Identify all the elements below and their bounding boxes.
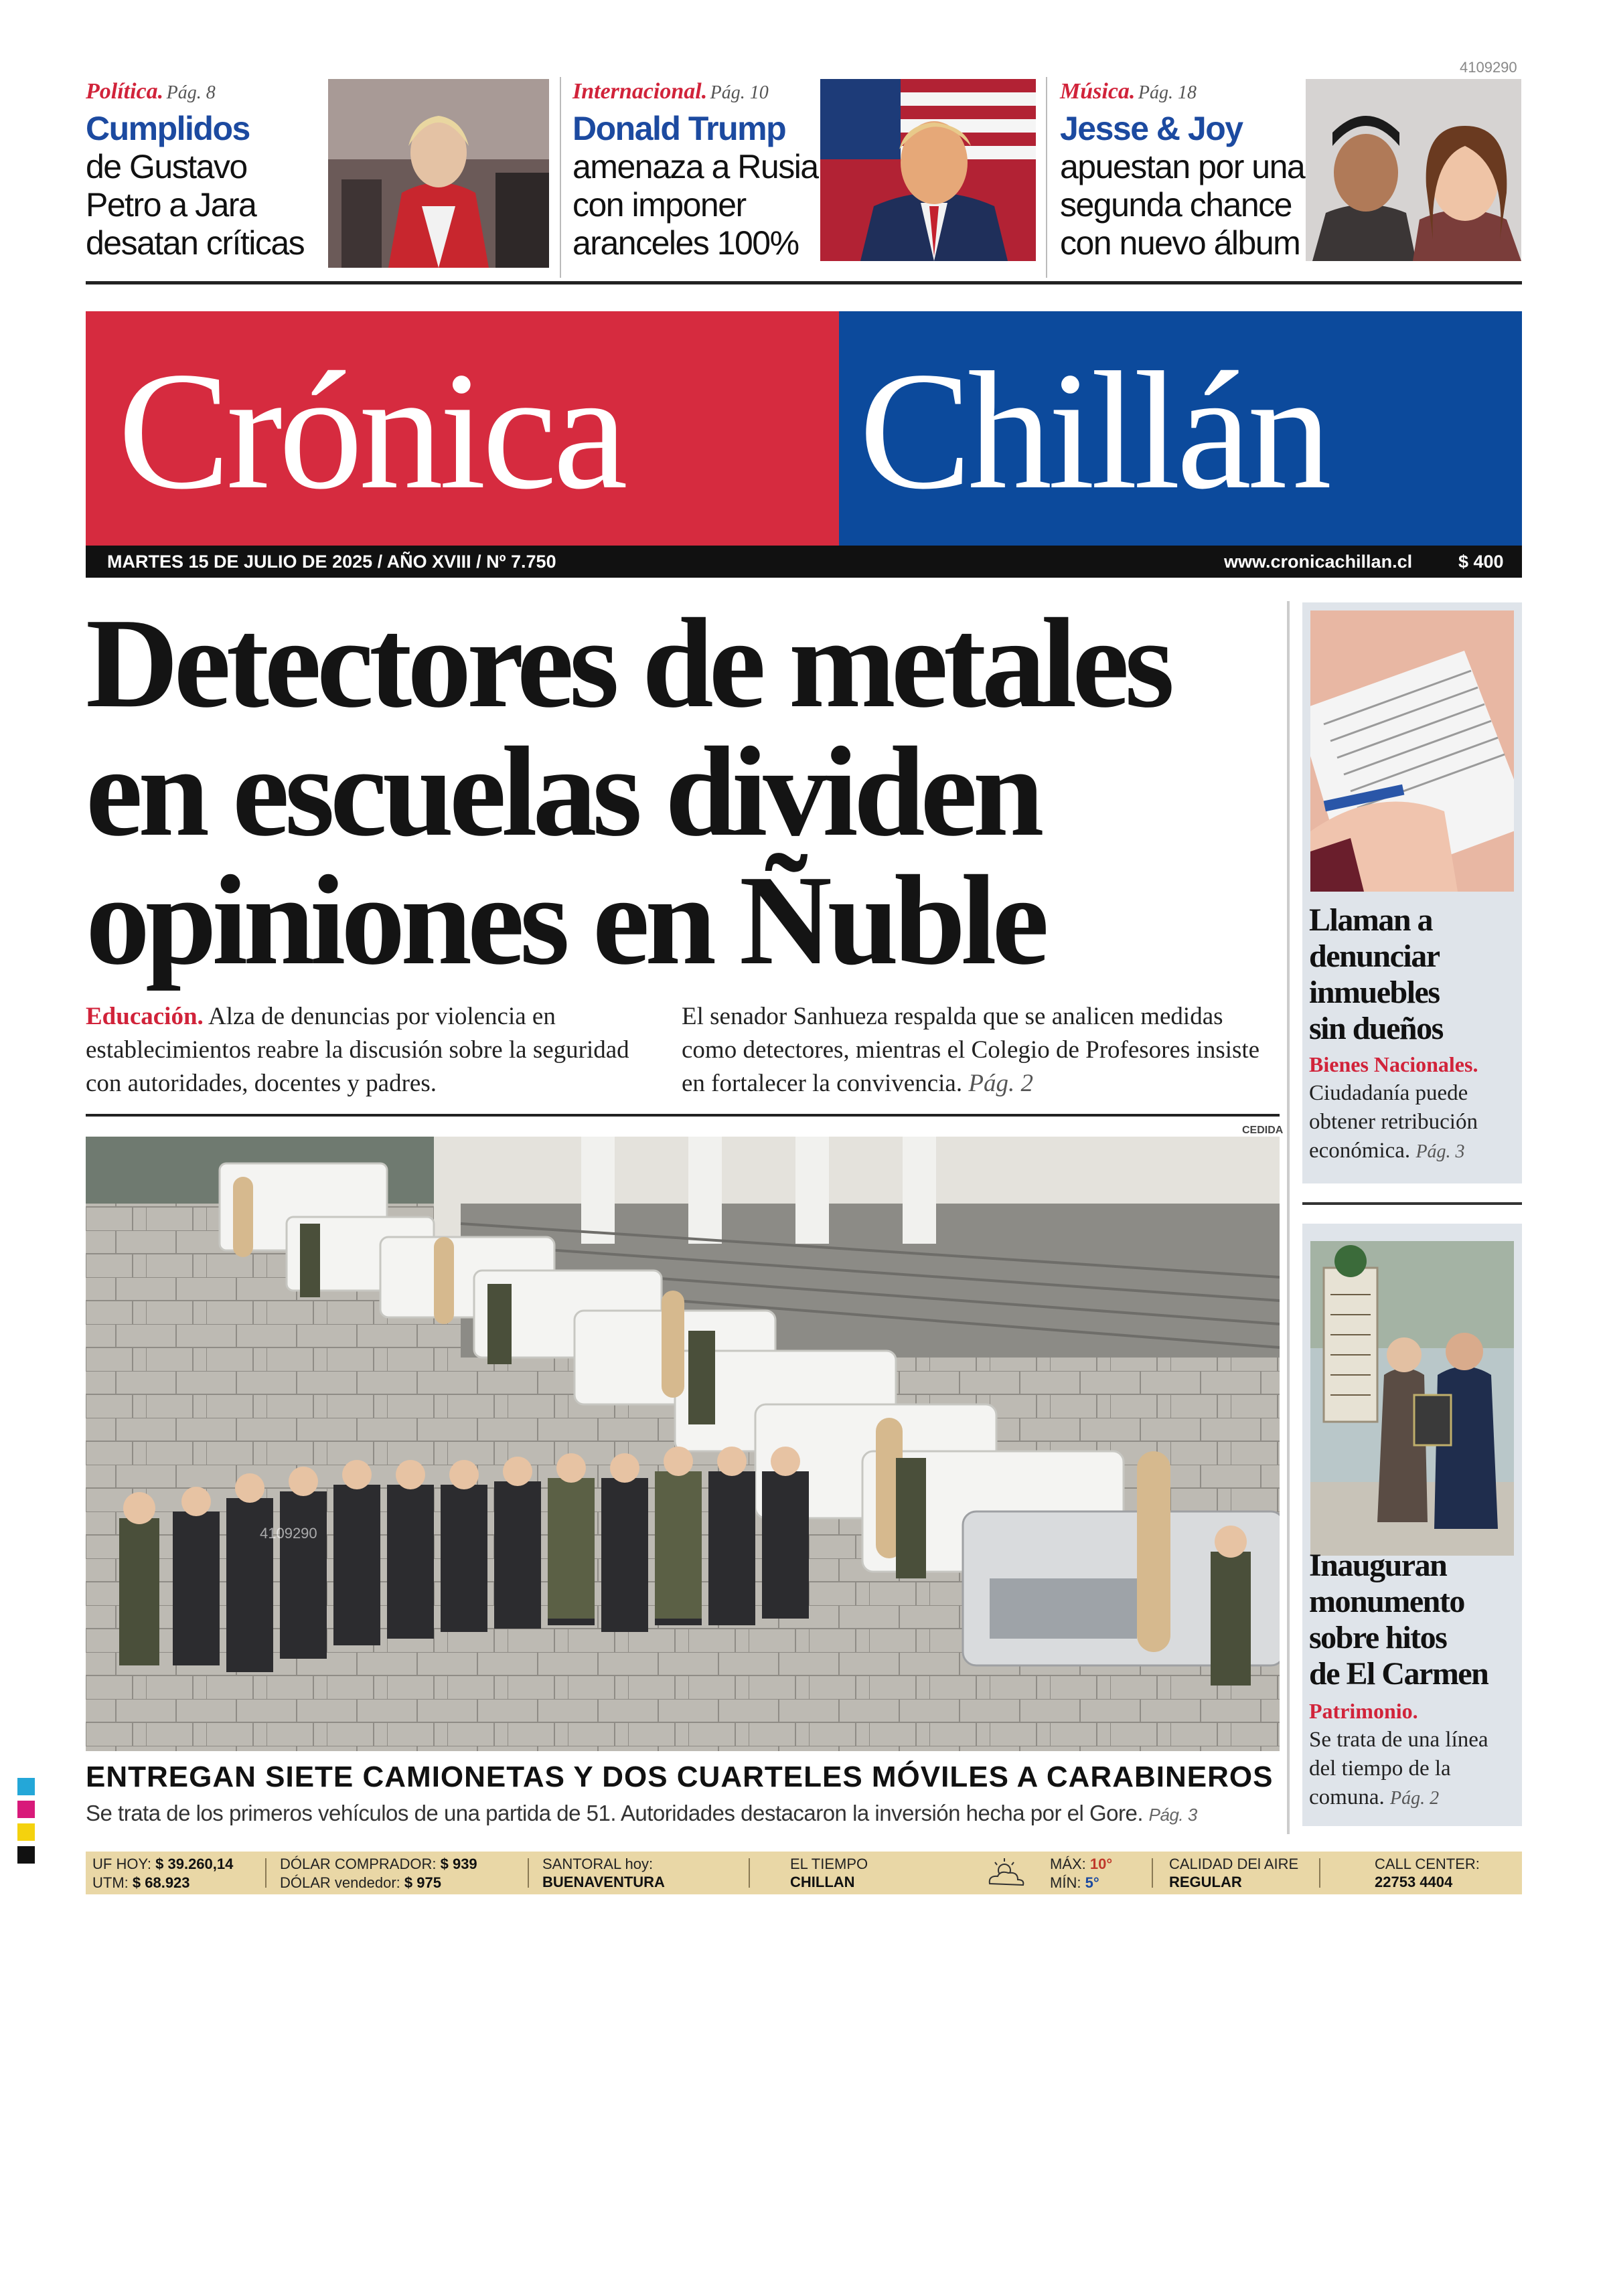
teaser-headline-lead: Cumplidos bbox=[86, 110, 250, 147]
photo-caption-text: Se trata de los primeros vehículos de una partida de 51. Autoridades destacaron la inversión hecha por el Gore. bbox=[86, 1801, 1143, 1825]
website-link[interactable]: www.cronicachillan.cl bbox=[1224, 552, 1413, 572]
sidebar-headline-line: monumento bbox=[1309, 1584, 1464, 1619]
teaser-headline-lead: Donald Trump bbox=[572, 110, 786, 147]
sidebar-page: Pág. 2 bbox=[1389, 1788, 1440, 1809]
dateline-bar bbox=[86, 546, 1522, 578]
info-label: SANTORAL hoy: bbox=[542, 1856, 654, 1872]
main-headline-line: opiniones en Ñuble bbox=[86, 849, 1045, 991]
teaser-page: Pág. 10 bbox=[710, 82, 769, 103]
info-bar bbox=[86, 1852, 1522, 1894]
sidebar-rule bbox=[1302, 1202, 1522, 1205]
sidebar-page: Pág. 3 bbox=[1415, 1141, 1465, 1162]
sidebar-text bbox=[1309, 1726, 1520, 1813]
teaser-musica[interactable] bbox=[1060, 79, 1314, 262]
main-headline-line: Detectores de metales bbox=[86, 592, 1170, 734]
teaser-section: Música. bbox=[1060, 79, 1136, 104]
sidebar-story-bienes[interactable] bbox=[1302, 602, 1522, 1183]
photo-caption-page: Pág. 3 bbox=[1148, 1805, 1197, 1825]
document-signing-photo bbox=[1310, 610, 1514, 892]
info-label: EL TIEMPO bbox=[790, 1856, 868, 1872]
sidebar-headline-line: de El Carmen bbox=[1309, 1656, 1488, 1692]
teaser-headline-line: con imponer bbox=[572, 186, 746, 224]
teaser-headline-line: de Gustavo bbox=[86, 148, 247, 185]
sidebar-text-line: comuna. bbox=[1309, 1785, 1385, 1809]
info-label: CALL CENTER: bbox=[1375, 1856, 1480, 1872]
info-santoral bbox=[542, 1855, 665, 1891]
top-rule bbox=[86, 281, 1522, 284]
teaser-internacional[interactable] bbox=[572, 79, 827, 262]
info-label: DÓLAR COMPRADOR: bbox=[280, 1856, 437, 1872]
info-separator bbox=[1152, 1858, 1153, 1888]
sidebar-text-line: económica. bbox=[1309, 1139, 1411, 1163]
info-aire bbox=[1169, 1855, 1298, 1891]
info-label: MÁX: bbox=[1050, 1856, 1086, 1872]
teaser-photo-politica[interactable] bbox=[328, 79, 549, 268]
registration-mark-black bbox=[17, 1846, 35, 1864]
sidebar-headline bbox=[1309, 902, 1443, 1047]
teaser-headline-line: apuestan por una bbox=[1060, 148, 1305, 185]
info-label: MÍN: bbox=[1050, 1874, 1081, 1891]
deck-left bbox=[86, 1000, 648, 1100]
photo-credit: CEDIDA bbox=[1242, 1125, 1284, 1136]
info-temperature bbox=[1050, 1855, 1112, 1892]
info-value: $ 68.923 bbox=[132, 1874, 190, 1891]
cloudy-sun-icon bbox=[983, 1856, 1030, 1892]
registration-mark-cyan bbox=[17, 1778, 35, 1795]
duo-portrait-photo bbox=[1306, 79, 1521, 261]
price-label: $ 400 bbox=[1458, 552, 1504, 572]
info-label: CALIDAD DEl AIRE bbox=[1169, 1856, 1299, 1872]
info-value: 10° bbox=[1089, 1856, 1113, 1872]
main-headline[interactable] bbox=[86, 592, 1291, 991]
sidebar-text-line: del tiempo de la bbox=[1309, 1756, 1451, 1781]
info-value: $ 39.260,14 bbox=[155, 1856, 234, 1872]
sidebar-headline-line: inmuebles bbox=[1309, 975, 1440, 1010]
info-tiempo bbox=[790, 1855, 868, 1891]
sidebar-headline bbox=[1309, 1548, 1488, 1692]
vehicles-delivery-photo bbox=[86, 1137, 1280, 1751]
sidebar-section: Bienes Nacionales. bbox=[1309, 1052, 1478, 1076]
sidebar-headline-line: sobre hitos bbox=[1309, 1620, 1447, 1655]
sidebar-photo-monument bbox=[1310, 1241, 1514, 1556]
info-value: CHILLAN bbox=[790, 1874, 855, 1890]
info-call-center bbox=[1375, 1855, 1480, 1891]
masthead-word-chillan: Chillán bbox=[859, 337, 1328, 524]
teaser-headline-line: Petro a Jara bbox=[86, 186, 256, 224]
photo-top-rule bbox=[86, 1114, 1280, 1117]
teaser-photo-internacional[interactable] bbox=[820, 79, 1036, 261]
teaser-photo-musica[interactable] bbox=[1306, 79, 1521, 261]
info-value: BUENAVENTURA bbox=[542, 1874, 665, 1890]
sidebar-text-line: Ciudadanía puede bbox=[1309, 1081, 1468, 1105]
teaser-politica[interactable] bbox=[86, 79, 327, 262]
teaser-headline-line: desatan críticas bbox=[86, 224, 305, 262]
sidebar-headline-line: Inauguran bbox=[1309, 1548, 1447, 1583]
man-with-flag-photo bbox=[820, 79, 1036, 261]
main-headline-line: en escuelas dividen bbox=[86, 720, 1040, 863]
info-dolar bbox=[280, 1855, 477, 1892]
info-label: UF HOY: bbox=[92, 1856, 152, 1872]
info-value: $ 975 bbox=[404, 1874, 441, 1891]
masthead-red-panel bbox=[86, 311, 839, 546]
sidebar-divider bbox=[1287, 601, 1290, 1834]
deck-right-text: El senador Sanhueza respalda que se analicen medidas como detectores, mientras el Colegio de Profesores insiste en fortalecer la convivencia. bbox=[682, 1003, 1260, 1097]
info-separator bbox=[528, 1858, 529, 1888]
sidebar-photo-documents bbox=[1310, 610, 1514, 892]
sidebar-headline-line: Llaman a bbox=[1309, 902, 1433, 938]
issue-code: 4109290 bbox=[1460, 59, 1517, 76]
teaser-headline-line: con nuevo álbum bbox=[1060, 224, 1300, 262]
sidebar-story-patrimonio[interactable] bbox=[1302, 1224, 1522, 1826]
sidebar-text-line: Se trata de una línea bbox=[1309, 1728, 1488, 1752]
teaser-page: Pág. 8 bbox=[166, 82, 216, 103]
teaser-section: Política. bbox=[86, 79, 164, 104]
deck-page: Pág. 2 bbox=[968, 1070, 1033, 1097]
sidebar-text bbox=[1309, 1079, 1520, 1166]
woman-in-red-photo bbox=[328, 79, 549, 268]
teaser-headline-line: segunda chance bbox=[1060, 186, 1292, 224]
deck-left-text: Alza de denuncias por violencia en establecimientos reabre la discusión sobre la seguridad con autoridades, docentes y padres. bbox=[86, 1003, 629, 1097]
main-photo[interactable] bbox=[86, 1137, 1280, 1751]
registration-mark-yellow bbox=[17, 1823, 35, 1841]
sidebar-headline-line: sin dueños bbox=[1309, 1011, 1443, 1046]
teaser-headline-lead: Jesse & Joy bbox=[1060, 110, 1243, 147]
teaser-page: Pág. 18 bbox=[1138, 82, 1197, 103]
teaser-headline-line: amenaza a Rusia bbox=[572, 148, 818, 185]
masthead-blue-panel bbox=[839, 311, 1522, 546]
sidebar-headline-line: denunciar bbox=[1309, 938, 1440, 974]
photo-caption-title[interactable]: ENTREGAN SIETE CAMIONETAS Y DOS CUARTELES MÓVILES A CARABINEROS bbox=[86, 1760, 1274, 1793]
deck-right bbox=[682, 1000, 1271, 1100]
info-separator bbox=[749, 1858, 750, 1888]
registration-mark-magenta bbox=[17, 1801, 35, 1818]
info-value: $ 939 bbox=[440, 1856, 477, 1872]
info-label: UTM: bbox=[92, 1874, 129, 1891]
teaser-divider bbox=[560, 77, 561, 278]
sidebar-section: Patrimonio. bbox=[1309, 1699, 1418, 1723]
teaser-headline-line: aranceles 100% bbox=[572, 224, 799, 262]
issue-date: MARTES 15 DE JULIO DE 2025 / AÑO XVIII / Nº 7.750 bbox=[107, 552, 556, 572]
monument-ceremony-photo bbox=[1310, 1241, 1514, 1556]
sidebar-text-line: obtener retribución bbox=[1309, 1110, 1478, 1134]
info-value: 5° bbox=[1085, 1874, 1099, 1891]
photo-watermark: 4109290 bbox=[260, 1525, 317, 1542]
photo-caption bbox=[86, 1801, 1291, 1826]
info-value[interactable]: 22753 4404 bbox=[1375, 1874, 1453, 1890]
masthead-word-cronica: Crónica bbox=[118, 337, 624, 524]
teaser-divider bbox=[1046, 77, 1047, 278]
info-separator bbox=[1319, 1858, 1320, 1888]
deck-section: Educación. bbox=[86, 1003, 204, 1030]
info-uf-utm bbox=[92, 1855, 233, 1892]
teaser-section: Internacional. bbox=[572, 79, 708, 104]
info-value: REGULAR bbox=[1169, 1874, 1242, 1890]
info-separator bbox=[265, 1858, 266, 1888]
info-label: DÓLAR vendedor: bbox=[280, 1874, 400, 1891]
